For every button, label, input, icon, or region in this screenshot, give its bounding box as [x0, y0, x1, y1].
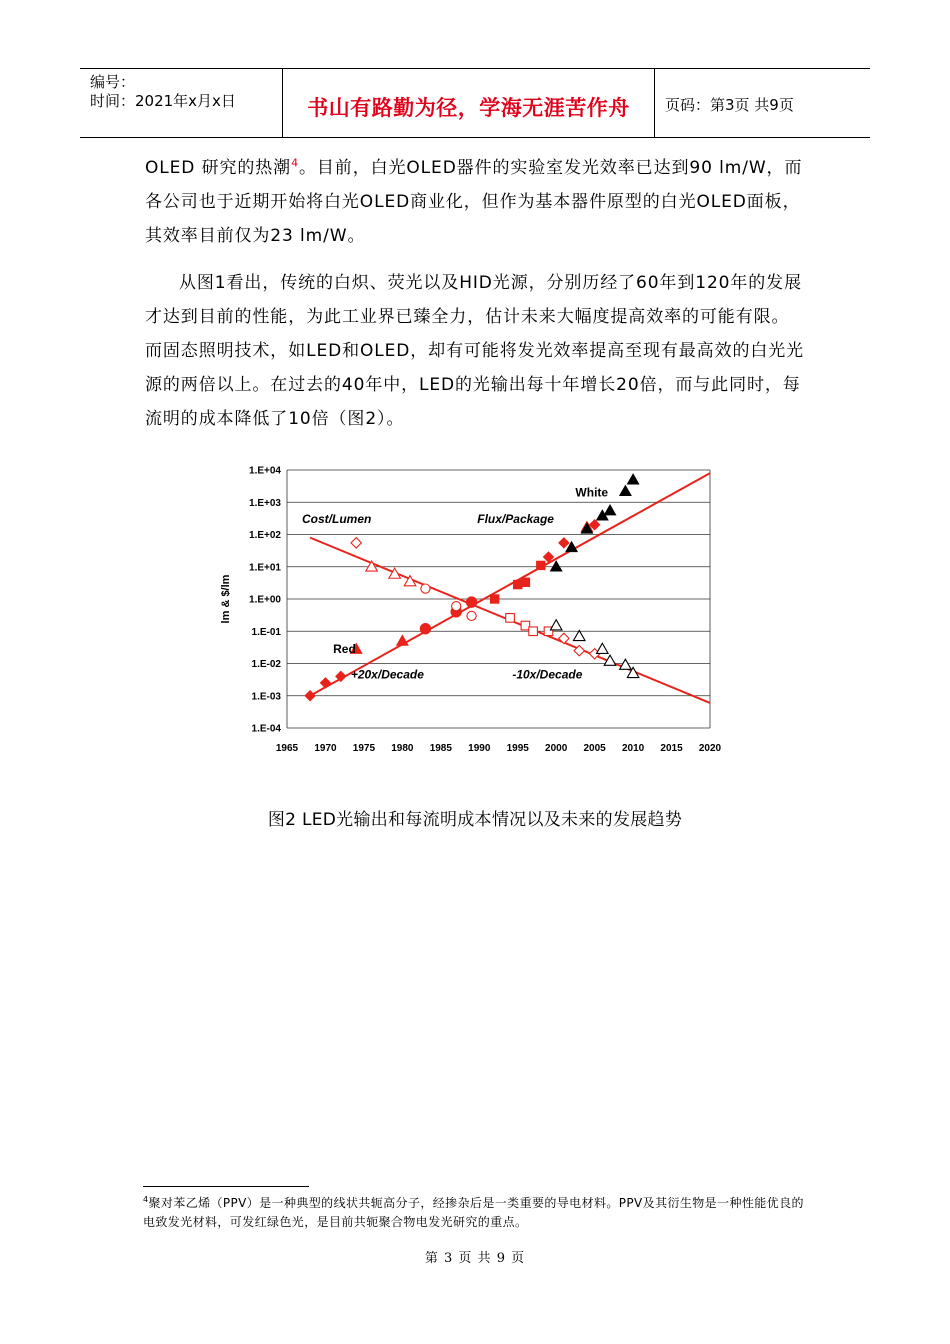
data-point-triangle	[620, 659, 632, 669]
paragraph-oled-rest: 。目前，白光OLED器件的实验室发光效率已达到90 lm/W，而各公司也于近期开始将白光OLED商业化，但作为基本器件原型的白光OLED面板，其效率目前仅为23 lm/W。	[145, 158, 803, 246]
data-point-triangle	[550, 620, 562, 630]
x-tick-label: 2020	[698, 743, 722, 754]
annotation-white: White	[575, 485, 609, 500]
x-tick-label: 1995	[506, 743, 529, 754]
data-point-diamond	[305, 691, 315, 701]
annotation-up-trend: +20x/Decade	[350, 667, 424, 682]
footnote-reference[interactable]: 4	[291, 156, 299, 170]
data-point-triangle	[627, 474, 639, 484]
data-point-square	[537, 561, 546, 570]
x-tick-label: 2010	[621, 743, 645, 754]
paragraph-light-sources: 从图1看出，传统的白炽、荧光以及HID光源，分别历经了60年到120年的发展才达到目前的性能，为此工业界已臻全力，估计未来大幅度提高效率的可能有限。而固态照明技术，如LED和OLED，却有可能将发光效率提高至现有最高效的白光光源的两倍以上。在过去的40年中，LED的光输出每十年增长20倍，而与此同时，每流明的成本降低了10倍（图2）。	[145, 273, 805, 429]
annotation-cost-lumen: Cost/Lumen	[302, 512, 372, 527]
data-point-circle	[466, 597, 477, 608]
data-point-square	[521, 578, 530, 587]
data-point-diamond	[320, 678, 330, 688]
annotation-down-trend: -10x/Decade	[512, 667, 583, 682]
figure-caption: 图2 LED光输出和每流明成本情况以及未来的发展趋势	[267, 810, 683, 830]
document-number-label: 编号：	[90, 73, 136, 91]
y-tick-label: 1.E-02	[251, 659, 281, 670]
x-tick-label: 2005	[583, 743, 606, 754]
header-motto: 书山有路勤为径，学海无涯苦作舟	[307, 96, 630, 120]
data-point-triangle	[620, 485, 632, 495]
y-tick-label: 1.E-03	[251, 691, 281, 703]
paragraph-oled-start: OLED 研究的热潮	[145, 158, 292, 178]
data-point-circle	[452, 602, 461, 611]
x-tick-label: 2015	[660, 743, 683, 754]
x-tick-label: 1980	[391, 743, 414, 754]
led-trend-chart	[215, 458, 735, 763]
y-tick-label: 1.E+01	[249, 562, 281, 574]
annotation-flux-package: Flux/Package	[477, 512, 554, 527]
data-point-triangle	[397, 635, 409, 645]
data-point-circle	[467, 611, 476, 620]
page-footer: 第 3 页 共 9 页	[424, 1251, 526, 1266]
footnote-separator	[143, 1186, 309, 1187]
chart-labels	[302, 486, 608, 682]
y-tick-label: 1.E-01	[251, 626, 281, 638]
y-tick-label: 1.E+04	[249, 465, 281, 477]
data-point-triangle	[573, 630, 585, 640]
data-point-triangle	[550, 561, 562, 571]
x-tick-label: 1970	[314, 743, 337, 754]
data-point-diamond	[559, 538, 569, 548]
y-tick-label: 1.E+00	[249, 594, 281, 606]
data-point-triangle	[604, 505, 616, 515]
data-point-square	[490, 595, 499, 604]
x-tick-label: 1965	[275, 743, 299, 754]
header-motto-cell	[283, 69, 655, 137]
data-point-diamond	[351, 538, 361, 548]
data-point-circle	[421, 584, 430, 593]
header-page-info: 页码：第3页 共9页	[665, 96, 794, 114]
data-point-triangle	[366, 561, 378, 571]
header-meta-cell	[80, 69, 283, 137]
footnote-number: 4	[143, 1195, 149, 1204]
data-point-triangle	[597, 643, 609, 653]
annotation-red: Red	[333, 642, 356, 657]
y-tick-label: 1.E+02	[249, 530, 281, 541]
document-date: 时间：2021年x月x日	[90, 92, 236, 110]
data-point-circle	[420, 623, 431, 634]
footnote-text: 聚对苯乙烯（PPV）是一种典型的线状共轭高分子，经掺杂后是一类重要的导电材料。PPV及其衍生物是一种性能优良的电致发光材料，可发红绿色光，是目前共轭聚合物电发光研究的重点。	[143, 1196, 804, 1229]
x-tick-label: 1985	[429, 743, 452, 754]
x-tick-label: 1990	[468, 743, 491, 754]
data-point-square	[529, 627, 538, 636]
y-tick-label: 1.E-04	[251, 723, 281, 735]
trend-line	[310, 473, 710, 696]
x-tick-label: 1975	[352, 743, 376, 754]
data-point-square	[506, 614, 515, 623]
page-header	[80, 68, 870, 138]
data-point-triangle	[389, 568, 401, 578]
paragraph-oled	[145, 151, 805, 253]
y-axis-label: lm & $/lm	[220, 574, 232, 624]
y-tick-label: 1.E+03	[249, 497, 281, 509]
x-tick-label: 2000	[545, 743, 568, 754]
footnote	[143, 1194, 813, 1232]
